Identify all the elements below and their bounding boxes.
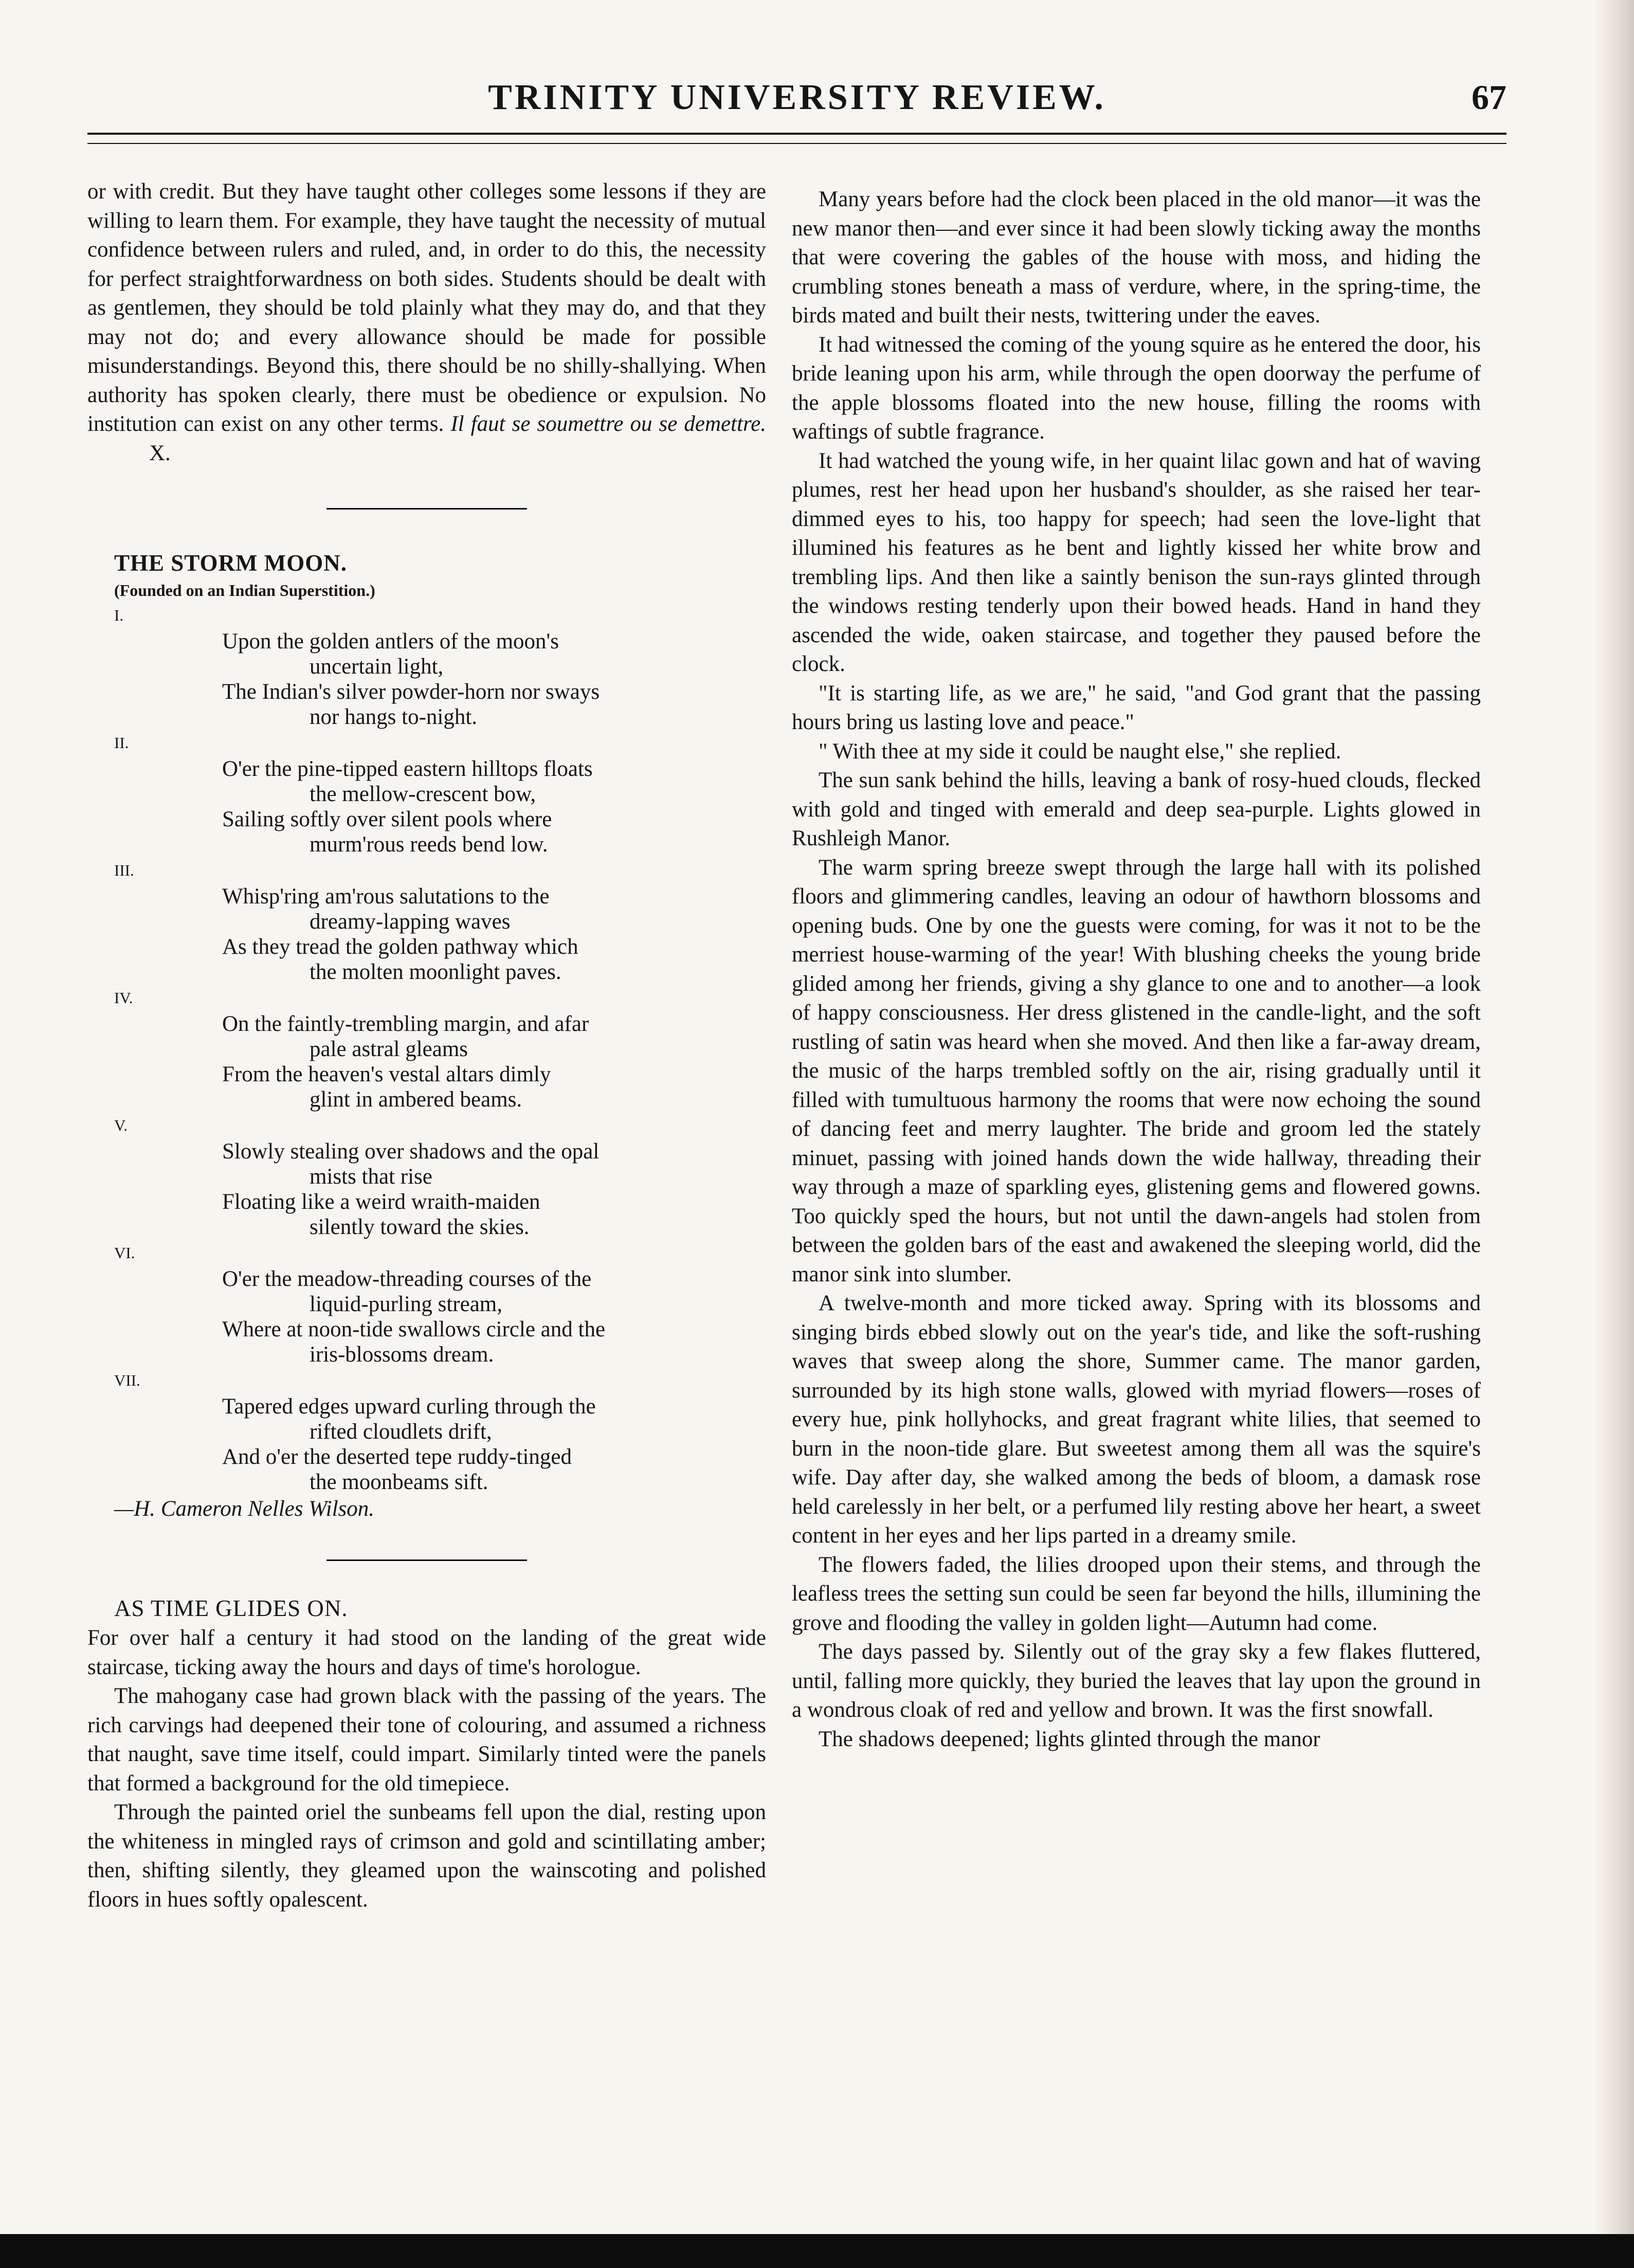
header-rule [87,133,1506,144]
story-paragraph: The warm spring breeze swept through the large hall with its polished floors and glimmering candles, leaving an odour of hawthorn blossoms and opening buds. One by one the guests were coming, for was it not to be the merriest house-warming of the year! With blushing cheeks the young bride glided among her friends, giving a shy glance to one and to another—a look of happy consciousness. Her dress glistened in the candle-light, and the soft rustling of satin was heard when she moved. And then like a far-away dream, the music of the harps trembled softly on the air, rising gradually until it filled with tumultuous harmony the rooms that were now echoing the sound of dancing feet and merry laughter. The bride and groom led the stately minuet, passing with joined hands down the wide hallway, threading their way through a maze of sparkling eyes, glistening gems and flowered gowns. Too quickly sped the hours, but not until the dawn-angels had stolen from between the golden bars of the east and awakened the sleeping world, did the manor sink into slumber. [792,855,1481,1286]
poem-line: Where at noon-tide swallows circle and the [222,1317,606,1341]
stanza-number: I. [114,606,124,624]
story-paragraph: The mahogany case had grown black with the passing of the years. The rich carvings had deepened their tone of colouring, and assumed a richness that naught, save time itself, could impart. Similarly tinted were the panels that formed a background for the old timepiece. [87,1684,766,1795]
story-paragraph: The days passed by. Silently out of the gray sky a few flakes fluttered, until, falling more quickly, they buried the leaves that lay upon the ground in a wondrous cloak of red and yellow and brown. It was the first snowfall. [792,1640,1481,1722]
poem-line: From the heaven's vestal altars dimly [222,1062,551,1086]
poem-line: O'er the pine-tipped eastern hilltops floats [222,757,593,781]
stanza-number: II. [114,734,129,752]
essay-text: or with credit. But they have taught other colleges some lessons if they are willing to learn them. For example, they have taught the necessity of mutual confidence between rulers and ruled, and, in order to do this, the necessity for perfect straightforwardness on both sides. Students should be dealt with as gentlemen, they should be told plainly what they may do, and that they may not do; and every allowance should be made for possible misunderstandings. Beyond this, there should be no shilly-shallying. When authority has spoken clearly, there must be obedience or expulsion. No institution can exist on any other terms. [87,179,766,436]
poem-line: Slowly stealing over shadows and the opal [222,1139,600,1164]
stanza-number: VII. [114,1371,140,1389]
french-quote: Il faut se soumettre ou se demettre. [450,412,766,436]
stanza-number: IV. [114,989,133,1007]
story-paragraph: The flowers faded, the lilies drooped upon their stems, and through the leafless trees the setting sun could be seen far beyond the hills, illumining the grove and flooding the valley in golden light—Autumn had come. [792,1552,1481,1635]
story-continuation [792,185,1481,1754]
poem-line: pale astral gleams [310,1037,468,1061]
poem-line: As they tread the golden pathway which [222,935,578,959]
poem-stanzas [87,602,766,1495]
story-paragraph: It had witnessed the coming of the young squire as he entered the door, his bride leaning upon his arm, while through the open doorway the perfume of the apple blossoms floated into the new house, filling the rooms with waftings of subtle fragrance. [792,332,1481,444]
story [87,1593,766,1914]
poem-line: O'er the meadow-threading courses of the [222,1267,592,1291]
story-title: AS TIME GLIDES ON. [114,1595,348,1621]
poem-line: mists that rise [310,1165,432,1189]
poem-line: rifted cloudlets drift, [310,1420,492,1444]
poem [87,548,766,1523]
poem-title: THE STORM MOON. [114,550,347,576]
poem-line: liquid-purling stream, [310,1292,502,1316]
story-paragraph: For over half a century it had stood on the landing of the great wide staircase, ticking away the hours and days of time's horologue. [87,1626,766,1679]
story-paragraph: Through the painted oriel the sunbeams fell upon the dial, resting upon the whiteness in mingled rays of crimson and gold and scintillating amber; then, shifting silently, they gleamed upon the wainscoting and polished floors in hues softly opalescent. [87,1800,766,1912]
story-paragraph: It had watched the young wife, in her quaint lilac gown and hat of waving plumes, rest her head upon her husband's shoulder, as she raised her tear-dimmed eyes to his, too happy for speech; had seen the love-light that illumined his features as he bent and lightly kissed her white brow and trembling lips. And then like a saintly benison the sun-rays glinted through the windows resting tenderly upon their bowed heads. Hand in hand they ascended the wide, oaken staircase, and together they paused before the clock. [792,448,1481,676]
journal-title: TRINITY UNIVERSITY REVIEW. [488,78,1106,117]
poem-line: On the faintly-trembling margin, and afar [222,1012,589,1036]
poem-line: Whisp'ring am'rous salutations to the [222,884,550,909]
poem-line: Floating like a weird wraith-maiden [222,1190,540,1214]
poem-line: silently toward the skies. [310,1215,530,1239]
running-header [87,77,1506,134]
poem-line: The Indian's silver powder-horn nor sways [222,680,600,704]
stanza-number: III. [114,861,134,879]
story-paragraphs [87,1624,766,1914]
story-paragraph: The shadows deepened; lights glinted through the manor [819,1727,1320,1751]
poem-line: Tapered edges upward curling through the [222,1394,596,1419]
section-divider [326,1559,527,1561]
page-number: 67 [1472,78,1506,117]
poem-line: And o'er the deserted tepe ruddy-tinged [222,1445,572,1469]
right-column [792,185,1481,1754]
poem-line: murm'rous reeds bend low. [310,832,548,857]
poem-subtitle: (Founded on an Indian Superstition.) [114,581,375,600]
story-paragraph: The sun sank behind the hills, leaving a bank of rosy-hued clouds, flecked with gold and tinged with emerald and deep sea-purple. Lights glowed in Rushleigh Manor. [792,768,1481,850]
page-edge-shadow [1594,0,1634,2268]
essay-closing-paragraph [87,177,766,468]
poem-line: glint in ambered beams. [310,1087,522,1112]
poem-line: the molten moonlight paves. [310,960,561,984]
poem-line: Upon the golden antlers of the moon's [222,629,559,654]
poem-line: the mellow-crescent bow, [310,782,536,806]
poem-line: nor hangs to-night. [310,705,478,729]
story-paragraph: Many years before had the clock been placed in the old manor—it was the new manor then—and ever since it had been slowly ticking away the months that were covering the gables of the house with moss, and hiding the crumbling stones beneath a mass of verdure, where, in the spring-time, the birds mated and built their nests, twittering under the eaves. [792,187,1481,328]
stanza-number: V. [114,1116,128,1134]
story-paragraph: "It is starting life, as we are," he said, "and God grant that the passing hours bring us lasting love and peace." [792,681,1481,734]
poem-line: dreamy-lapping waves [310,910,511,934]
essay-signature: X. [149,441,171,465]
poem-line: Sailing softly over silent pools where [222,807,552,831]
poem-line: uncertain light, [310,655,444,679]
section-divider [326,508,527,510]
poem-author: —H. Cameron Nelles Wilson. [114,1497,375,1521]
story-paragraph: " With thee at my side it could be naught else," she replied. [819,739,1341,764]
poem-line: the moonbeams sift. [310,1470,488,1494]
stanza-number: VI. [114,1244,135,1262]
left-column [87,177,766,1914]
story-paragraph: A twelve-month and more ticked away. Spring with its blossoms and singing birds ebbed slowly out on the year's tide, and like the soft-rushing waves that sweep along the shore, Summer came. The manor garden, surrounded by its high stone walls, glowed with myriad flowers—roses of every hue, pink hollyhocks, and great fragrant white lilies, that seemed to burn in the noon-tide glare. But sweetest among them all was the squire's wife. Day after day, she walked among the beds of bloom, a damask rose held carelessly in her belt, or a perfumed lily resting above her heart, a sweet content in her eyes and her lips parted in a dreamy smile. [792,1291,1481,1548]
poem-line: iris-blossoms dream. [310,1342,494,1367]
scan-bottom-border [0,2234,1634,2268]
